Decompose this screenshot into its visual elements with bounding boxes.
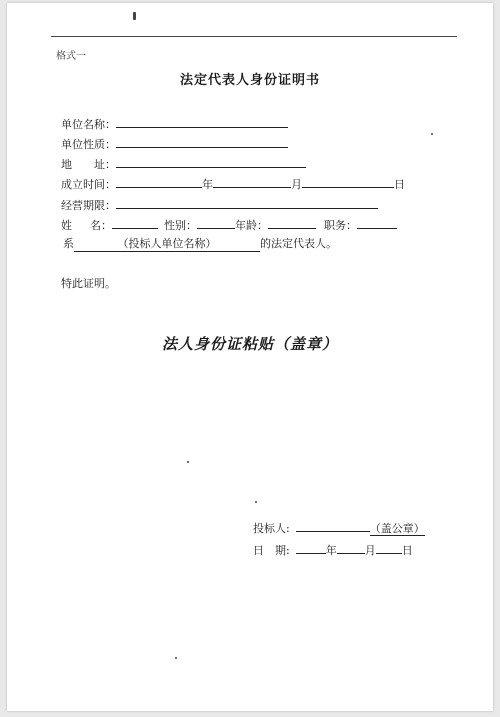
id-card-paste-note: 法人身份证粘贴（盖章） <box>161 335 338 353</box>
position-label: 职务： <box>324 219 357 232</box>
unit-nature-blank[interactable] <box>116 135 288 148</box>
established-row <box>61 175 405 192</box>
unit-name-row <box>61 115 288 132</box>
gender-label: 性别： <box>164 219 197 232</box>
scan-speck <box>187 461 189 463</box>
document-page <box>7 3 493 711</box>
affiliation-suffix: 的法定代表人。 <box>260 237 337 250</box>
established-day-blank[interactable] <box>302 175 394 188</box>
person-row <box>61 216 397 233</box>
date-month-blank[interactable] <box>337 541 365 554</box>
scan-speck <box>431 133 433 135</box>
business-term-blank[interactable] <box>116 196 378 209</box>
affiliation-row <box>63 235 337 252</box>
unit-nature-label: 单位性质： <box>61 138 116 151</box>
date-label: 日 期: <box>253 544 290 557</box>
established-year: 年 <box>202 178 213 191</box>
scan-speck <box>255 501 257 503</box>
address-label-2: 址： <box>94 158 116 171</box>
affiliation-prefix: 系 <box>63 237 74 250</box>
gender-blank[interactable] <box>197 216 235 229</box>
unit-nature-row <box>61 135 288 152</box>
established-month-blank[interactable] <box>213 175 291 188</box>
date-row <box>253 541 413 558</box>
address-label-1: 地 <box>61 158 72 171</box>
address-blank[interactable] <box>116 155 306 168</box>
document-title: 法定代表人身份证明书 <box>179 73 320 88</box>
age-blank[interactable] <box>268 216 316 229</box>
position-blank[interactable] <box>357 216 397 229</box>
business-term-label: 经营期限： <box>61 199 116 212</box>
name-blank[interactable] <box>112 216 158 229</box>
top-rule <box>51 36 457 37</box>
date-year: 年 <box>325 544 337 557</box>
address-row <box>61 155 306 172</box>
unit-name-label: 单位名称： <box>61 118 116 131</box>
name-label-1: 姓 <box>61 219 72 232</box>
bidder-label: 投标人: <box>253 522 290 535</box>
scan-speck <box>133 12 136 20</box>
certification-text: 特此证明。 <box>61 277 116 290</box>
bidder-blank[interactable] <box>296 519 370 532</box>
unit-name-blank[interactable] <box>116 115 288 128</box>
established-label: 成立时间： <box>61 178 116 191</box>
established-day: 日 <box>394 178 405 191</box>
date-day-blank[interactable] <box>376 541 402 554</box>
business-term-row <box>61 196 378 213</box>
age-label: 年龄： <box>235 219 268 232</box>
established-month: 月 <box>291 178 302 191</box>
affiliation-blank[interactable]: （投标人单位名称） <box>74 235 260 252</box>
date-year-blank[interactable] <box>296 541 326 554</box>
bidder-seal-note: （盖公章） <box>369 522 425 535</box>
bidder-row <box>253 519 425 536</box>
format-label: 格式一 <box>56 51 86 62</box>
scan-speck <box>175 657 177 659</box>
date-month: 月 <box>364 544 376 557</box>
established-year-blank[interactable] <box>116 175 202 188</box>
name-label-2: 名： <box>90 219 112 232</box>
date-day: 日 <box>401 544 413 557</box>
